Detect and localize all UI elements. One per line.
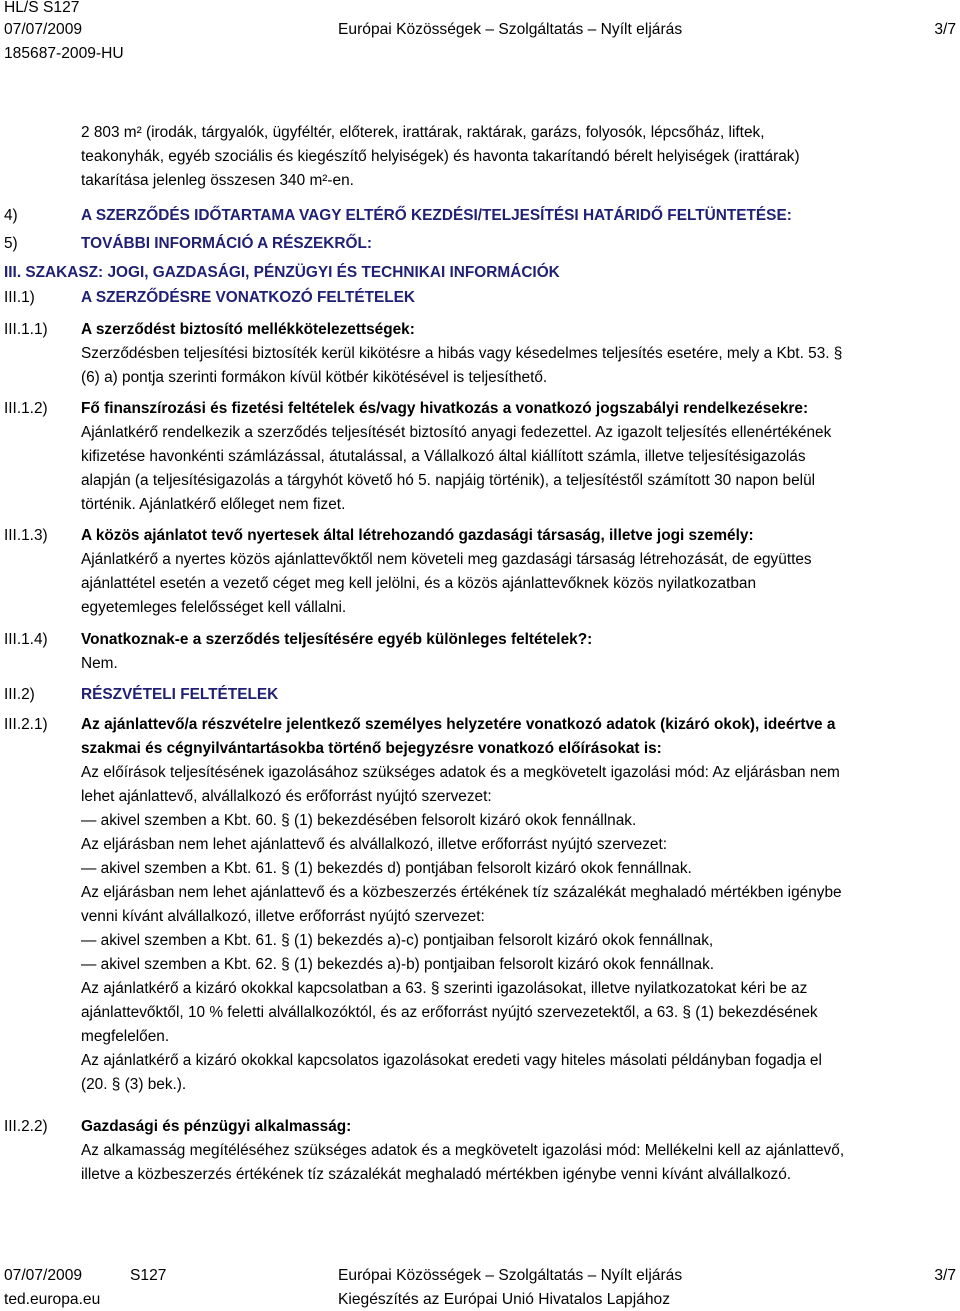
subsection-title: Az ajánlattevő/a részvételre jelentkező személyes helyzetére vonatkozó adatok (kizáró okok), ideértve a [81, 716, 836, 733]
section-heading: III. SZAKASZ: JOGI, GAZDASÁGI, PÉNZÜGYI ÉS TECHNIKAI INFORMÁCIÓK [4, 264, 560, 281]
footer-publisher: Kiegészítés az Európai Unió Hivatalos Lapjához [338, 1291, 670, 1308]
text-line: Ajánlatkérő rendelkezik a szerződés teljesítését biztosító anyagi fedezettel. Az igazolt teljesítés ellenértékének [81, 424, 832, 441]
text-line: illetve a közbeszerzés értékének tíz százalékát meghaladó mértékben igénybe venni kívánt alvállalkozó. [81, 1166, 792, 1183]
text-line: megfelelően. [81, 1028, 170, 1045]
text-line: ajánlattevőktől, 10 % feletti alvállalkozóktól, és az erőforrást nyújtó szervezetektől, a 63. § (1) bekezdésének [81, 1004, 818, 1021]
subsection-title: szakmai és cégnyilvántartásokba történő bejegyzésre vonatkozó előírásokat is: [81, 740, 662, 757]
text-line: (6) a) pontja szerinti formákon kívül kötbér kikötésével is teljesíthető. [81, 369, 548, 386]
section-number: III.1.1) [4, 321, 48, 338]
section-number: 4) [4, 207, 18, 224]
intro-line: takarítása jelenleg összesen 340 m²-en. [81, 172, 354, 189]
text-line: venni kívánt alvállalkozó, illetve erőforrást nyújtó szervezet: [81, 908, 485, 925]
subsection-title: A közös ajánlatot tevő nyertesek által létrehozandó gazdasági társaság, illetve jogi személy: [81, 527, 754, 544]
intro-line: 2 803 m² (irodák, tárgyalók, ügyféltér, előterek, irattárak, raktárak, garázs, folyosók, lépcsőház, liftek, [81, 124, 765, 141]
section-number: III.1.2) [4, 400, 48, 417]
text-line: — akivel szemben a Kbt. 61. § (1) bekezdés d) pontjában felsorolt kizáró okok fennállnak. [81, 860, 692, 877]
footer-date: 07/07/2009 [4, 1267, 83, 1284]
section-number: III.1) [4, 289, 35, 306]
text-line: Nem. [81, 655, 118, 672]
text-line: — akivel szemben a Kbt. 61. § (1) bekezdés a)-c) pontjaiban felsorolt kizáró okok fennállnak, [81, 932, 714, 949]
text-line: — akivel szemben a Kbt. 62. § (1) bekezdés a)-b) pontjaiban felsorolt kizáró okok fennállnak. [81, 956, 715, 973]
header-page-number: 3/7 [934, 21, 956, 38]
section-title: A SZERZŐDÉS IDŐTARTAMA VAGY ELTÉRŐ KEZDÉSI/TELJESÍTÉSI HATÁRIDŐ FELTÜNTETÉSE: [81, 207, 792, 224]
text-line: ajánlattétel esetén a vezető céget meg kell jelölni, és a közös ajánlattevőknek közös nyilatkozatban [81, 575, 757, 592]
text-line: Az ajánlatkérő a kizáró okokkal kapcsolatos igazolásokat eredeti vagy hiteles másolati példányban fogadja el [81, 1052, 822, 1069]
text-line: történik. Ajánlatkérő előleget nem fizet. [81, 496, 346, 513]
subsection-title: Gazdasági és pénzügyi alkalmasság: [81, 1118, 352, 1135]
text-line: Ajánlatkérő a nyertes közös ajánlattevőktől nem követeli meg gazdasági társaság létrehozását, de együttes [81, 551, 812, 568]
section-title: TOVÁBBI INFORMÁCIÓ A RÉSZEKRŐL: [81, 235, 372, 252]
header-date: 07/07/2009 [4, 21, 83, 38]
subsection-title: Vonatkoznak-e a szerződés teljesítésére egyéb különleges feltételek?: [81, 631, 593, 648]
footer-code: S127 [130, 1267, 167, 1284]
section-number: III.2.1) [4, 716, 48, 733]
header-title: Európai Közösségek – Szolgáltatás – Nyílt eljárás [338, 21, 683, 38]
text-line: kifizetése havonkénti számlázással, átutalással, a Vállalkozó által kiállított számla, illetve teljesítésigazolás [81, 448, 806, 465]
text-line: — akivel szemben a Kbt. 60. § (1) bekezdésében felsorolt kizáró okok fennállnak. [81, 812, 637, 829]
text-line: lehet ajánlattevő, alvállalkozó és erőforrást nyújtó szervezet: [81, 788, 492, 805]
text-line: Az ajánlatkérő a kizáró okokkal kapcsolatban a 63. § szerinti igazolásokat, illetve nyilatkozatokat kéri be az [81, 980, 808, 997]
text-line: Szerződésben teljesítési biztosíték kerül kikötésre a hibás vagy késedelmes teljesítés esetére, mely a Kbt. 53. § [81, 345, 843, 362]
section-number: 5) [4, 235, 18, 252]
text-line: (20. § (3) bek.). [81, 1076, 187, 1093]
subsection-title: A szerződést biztosító mellékkötelezettségek: [81, 321, 415, 338]
section-number: III.1.4) [4, 631, 48, 648]
text-line: Az alkamasság megítéléséhez szükséges adatok és a megkövetelt igazolási mód: Mellékelni kell az ajánlattevő, [81, 1142, 845, 1159]
section-title: RÉSZVÉTELI FELTÉTELEK [81, 686, 279, 703]
header-series: HL/S S127 [4, 0, 80, 16]
subsection-title: Fő finanszírozási és fizetési feltételek és/vagy hivatkozás a vonatkozó jogszabályi rendelkezésekre: [81, 400, 809, 417]
section-number: III.2) [4, 686, 35, 703]
text-line: Az előírások teljesítésének igazolásához szükséges adatok és a megkövetelt igazolási mód: Az eljárásban nem [81, 764, 840, 781]
section-number: III.1.3) [4, 527, 48, 544]
text-line: Az eljárásban nem lehet ajánlattevő és a közbeszerzés értékének tíz százalékát meghaladó mértékben igénybe [81, 884, 842, 901]
text-line: alapján (a teljesítésigazolás a tárgyhót követő hó 5. napjáig történik), a teljesítéstől számított 30 napon belül [81, 472, 816, 489]
footer-page-number: 3/7 [934, 1267, 956, 1284]
text-line: egyetemleges felelősséget kell vállalni. [81, 599, 347, 616]
intro-line: teakonyhák, egyéb szociális és kiegészítő helyiségek) és havonta takarítandó bérelt helyiségek (irattárak) [81, 148, 800, 165]
text-line: Az eljárásban nem lehet ajánlattevő és alvállalkozó, illetve erőforrást nyújtó szervezet: [81, 836, 668, 853]
footer-site: ted.europa.eu [4, 1291, 101, 1308]
section-number: III.2.2) [4, 1118, 48, 1135]
header-doc-id: 185687-2009-HU [4, 45, 124, 62]
footer-title: Európai Közösségek – Szolgáltatás – Nyílt eljárás [338, 1267, 683, 1284]
section-title: A SZERZŐDÉSRE VONATKOZÓ FELTÉTELEK [81, 289, 416, 306]
